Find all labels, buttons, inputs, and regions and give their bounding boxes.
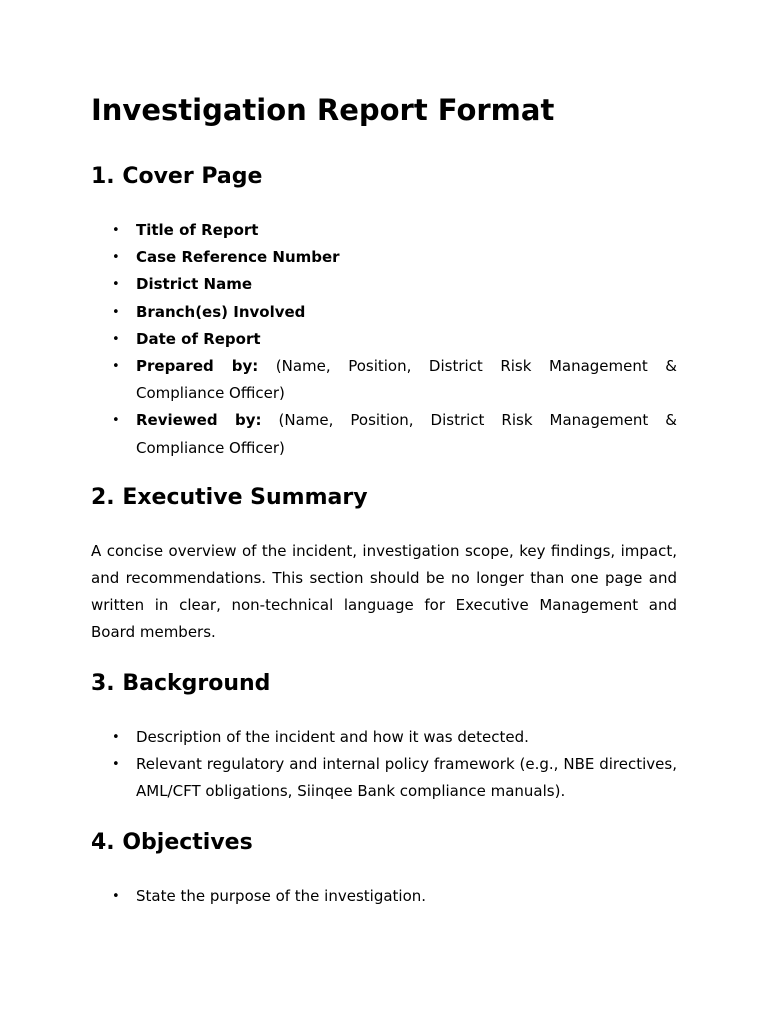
- list-item: [112, 724, 677, 751]
- list-item: [112, 271, 677, 298]
- bullet-icon: •: [112, 359, 120, 375]
- executive-summary-paragraph: A concise overview of the incident, investigation scope, key findings, impact, and recommendations. This section should be no longer than one page and written in clear, non-technical language for Executive Management and Board members.: [91, 541, 677, 641]
- list-item: [112, 217, 677, 244]
- prepared-by-text: (Name, Position, District Risk Management & Compliance Officer): [136, 357, 677, 403]
- section-heading-cover-page: 1. Cover Page: [91, 164, 263, 189]
- list-item: [112, 299, 677, 326]
- list-item: [112, 883, 677, 910]
- list-item-prepared-by: [112, 353, 677, 407]
- section-heading-objectives: 4. Objectives: [91, 830, 253, 856]
- list-item-text: State the purpose of the investigation.: [136, 887, 427, 906]
- document-title: Investigation Report Format: [91, 93, 555, 127]
- section-heading-background: 3. Background: [91, 670, 271, 696]
- bullet-icon: •: [112, 250, 120, 266]
- bullet-icon: •: [112, 729, 120, 745]
- list-item-text: Branch(es) Involved: [136, 302, 306, 321]
- reviewed-by-text: (Name, Position, District Risk Management & Compliance Officer): [136, 411, 677, 457]
- list-item: [112, 244, 677, 271]
- list-item-text: Relevant regulatory and internal policy framework (e.g., NBE directives, AML/CFT obligations, Siinqee Bank compliance manuals).: [136, 755, 677, 801]
- list-item-text: Title of Report: [136, 221, 259, 239]
- prepared-by-label: Prepared by:: [136, 357, 259, 376]
- objectives-list: [91, 883, 677, 910]
- bullet-icon: •: [112, 331, 120, 347]
- list-item-text: Case Reference Number: [136, 248, 340, 267]
- bullet-icon: •: [112, 889, 120, 905]
- cover-page-list: [91, 217, 677, 462]
- list-item-text: District Name: [136, 275, 252, 294]
- bullet-icon: •: [112, 277, 120, 293]
- document-page: [91, 92, 677, 911]
- list-item: [112, 326, 677, 353]
- background-list: [91, 724, 677, 806]
- bullet-icon: •: [112, 223, 120, 238]
- list-item-text: Date of Report: [136, 329, 261, 348]
- reviewed-by-label: Reviewed by:: [136, 411, 262, 430]
- section-heading-executive-summary: 2. Executive Summary: [91, 484, 368, 510]
- list-item-reviewed-by: [112, 407, 677, 461]
- list-item: [112, 751, 677, 805]
- list-item-text: Description of the incident and how it was detected.: [136, 727, 529, 746]
- bullet-icon: •: [112, 304, 120, 320]
- bullet-icon: •: [112, 413, 120, 429]
- bullet-icon: •: [112, 757, 120, 773]
